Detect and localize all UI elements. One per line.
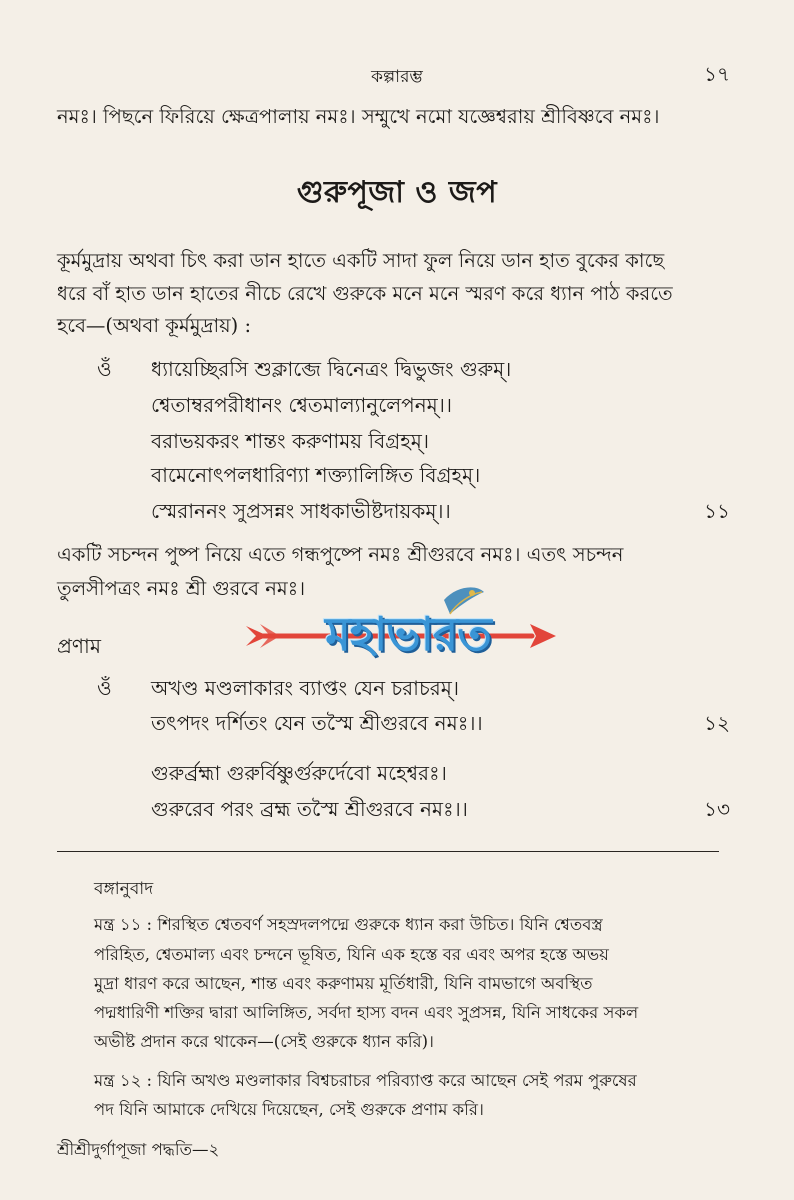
intro-line: নমঃ। পিছনে ফিরিয়ে ক্ষেত্রপালায় নমঃ। সম্মুখে নমো যজ্ঞেশ্বরায় শ্রীবিষ্ণবে নমঃ। — [57, 105, 660, 128]
verse-text: তৎপদং দর্শিতং যেন তস্মৈ শ্রীগুরবে নমঃ।। — [151, 711, 483, 735]
om-symbol: ওঁ — [97, 676, 112, 700]
verse-text: বামেনোৎপলধারিণ্যা শক্ত্যালিঙ্গিত বিগ্রহম্। — [151, 463, 481, 487]
section-divider — [57, 851, 719, 852]
instruction-line-1: কূর্মমুদ্রায় অথবা চিৎ করা ডান হাতে একটি সাদা ফুল নিয়ে ডান হাত বুকের কাছে — [57, 249, 665, 272]
watermark-text: মহাভারত — [325, 607, 491, 661]
verse-text: স্মেরাননং সুপ্রসন্নং সাধকাভীষ্টদায়কম্।। — [151, 499, 451, 523]
book-footer: শ্রীশ্রীদুর্গাপূজা পদ্ধতি—২ — [57, 1140, 220, 1159]
running-title: কল্পারম্ভ — [371, 67, 423, 87]
verse-text: ধ্যায়েচ্ছিরসি শুক্লাব্জে দ্বিনেত্রং দ্বিভুজং গুরুম্। — [151, 357, 512, 381]
verse-number: ১২ — [704, 711, 730, 735]
translation-11-line-3: মুদ্রা ধারণ করে আছেন, শান্ত এবং করুণাময় মূর্তিধারী, যিনি বামভাগে অবস্থিত — [94, 974, 593, 993]
section-heading: গুরুপূজা ও জপ — [296, 175, 498, 210]
translation-11-line-2: পরিহিত, শ্বেতমাল্য এবং চন্দনে ভূষিত, যিনি এক হস্তে বর এবং অপর হস্তে অভয় — [94, 945, 609, 964]
translation-11-line-5: অভীষ্ট প্রদান করে থাকেন—(সেই গুরুকে ধ্যান করি)। — [94, 1032, 434, 1051]
offering-line-2: তুলসীপত্রং নমঃ শ্রী গুরবে নমঃ। — [57, 577, 306, 600]
translation-11-line-4: পদ্মধারিণী শক্তির দ্বারা আলিঙ্গিত, সর্বদা হাস্য বদন এবং সুপ্রসন্ন, যিনি সাধকের সকল — [94, 1003, 639, 1022]
offering-line-1: একটি সচন্দন পুষ্প নিয়ে এতে গন্ধপুষ্পে নমঃ শ্রীগুরবে নমঃ। এতৎ সচন্দন — [57, 543, 624, 566]
translation-heading: বঙ্গানুবাদ — [94, 879, 154, 899]
translation-11-line-1: মন্ত্র ১১ : শিরস্থিত শ্বেতবর্ণ সহস্রদলপদ্মে গুরুকে ধ্যান করা উচিত। যিনি শ্বেতবস্ত্র — [94, 915, 603, 934]
running-head — [0, 58, 794, 88]
om-symbol: ওঁ — [97, 357, 112, 381]
translation-12-line-1: মন্ত্র ১২ : যিনি অখণ্ড মণ্ডলাকার বিশ্বচরাচর পরিব্যাপ্ত করে আছেন সেই পরম পুরুষের — [94, 1071, 637, 1090]
pranam-label: প্রণাম — [57, 634, 101, 658]
instruction-line-3: হবে—(অথবা কূর্মমুদ্রায়) : — [57, 314, 252, 337]
verse-text: বরাভয়করং শান্তং করুণাময় বিগ্রহম্। — [151, 429, 430, 453]
verse-text: গুরুরেব পরং ব্রহ্ম তস্মৈ শ্রীগুরবে নমঃ।। — [151, 797, 468, 821]
verse-text: শ্বেতাম্বরপরীধানং শ্বেতমাল্যানুলেপনম্।। — [151, 393, 453, 417]
instruction-line-2: ধরে বাঁ হাত ডান হাতের নীচে রেখে গুরুকে মনে মনে স্মরণ করে ধ্যান পাঠ করতে — [57, 282, 673, 305]
watermark-logo — [244, 580, 556, 676]
verse-text: অখণ্ড মণ্ডলাকারং ব্যাপ্তং যেন চরাচরম্। — [151, 676, 460, 700]
translation-12-line-2: পদ যিনি আমাকে দেখিয়ে দিয়েছেন, সেই গুরুকে প্রণাম করি। — [94, 1100, 484, 1119]
verse-number: ১১ — [704, 499, 730, 523]
verse-text: গুরুর্ব্রহ্মা গুরুর্বিষ্ণুর্গুরুর্দেবো মহেশ্বরঃ। — [151, 761, 447, 785]
page-number: ১৭ — [704, 62, 730, 86]
verse-number: ১৩ — [704, 797, 730, 821]
